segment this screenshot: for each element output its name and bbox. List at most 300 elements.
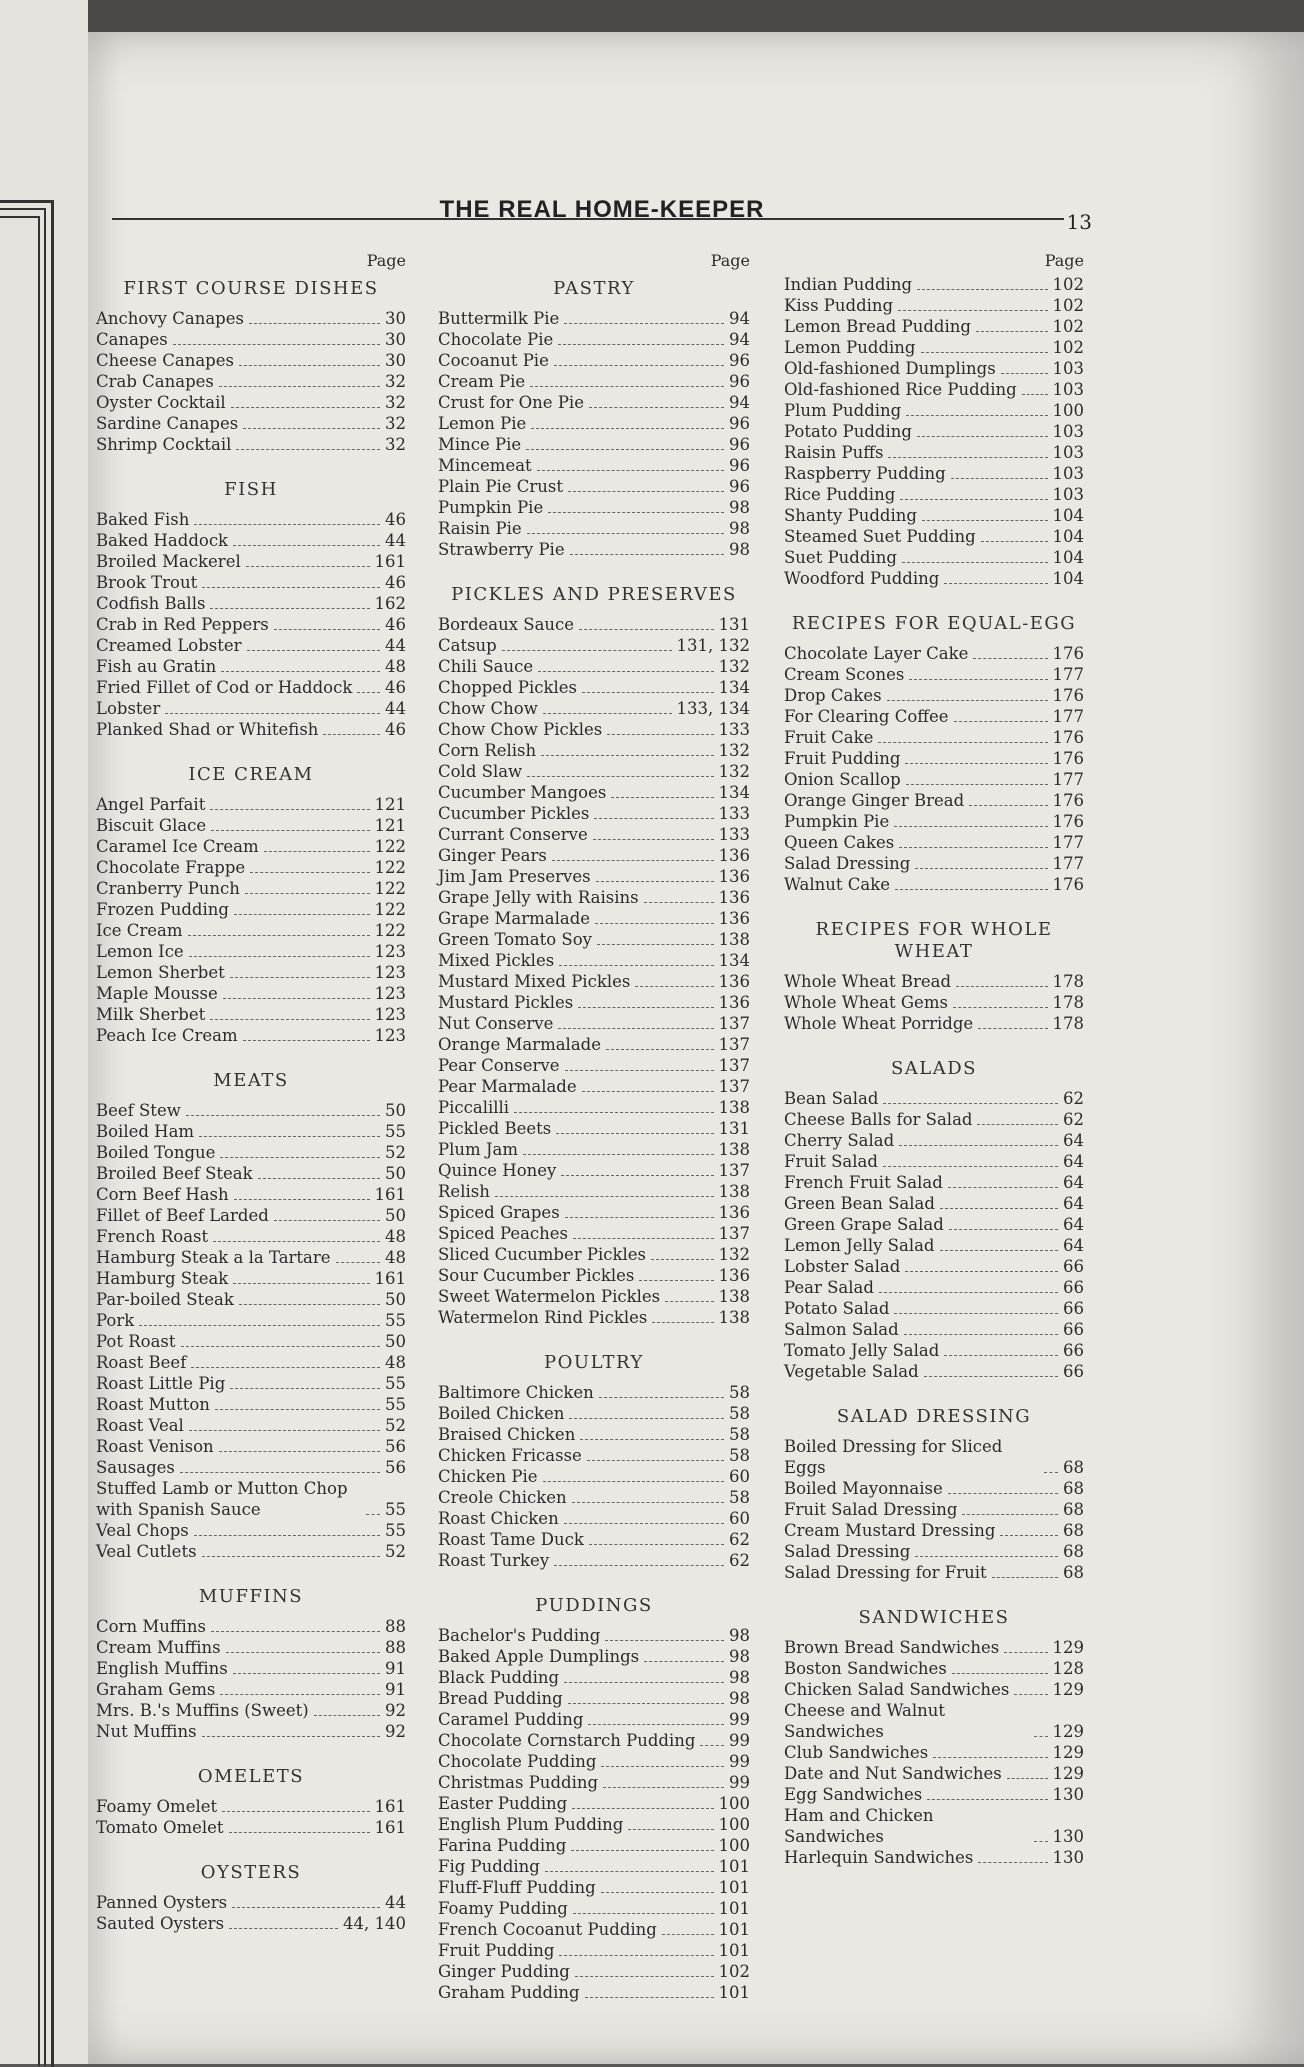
entry-name: Roast Mutton xyxy=(96,1395,210,1414)
entry-name: Veal Chops xyxy=(96,1521,189,1540)
entry-page: 100 xyxy=(718,1836,750,1855)
entry-name: Strawberry Pie xyxy=(438,540,565,559)
entry-page: 131, 132 xyxy=(676,636,750,655)
entry-name: English Muffins xyxy=(96,1659,228,1678)
entry-name: Cucumber Mangoes xyxy=(438,783,607,802)
index-entry xyxy=(438,518,750,539)
index-entry xyxy=(96,920,406,941)
entry-page: 102 xyxy=(1052,317,1084,336)
dot-leader xyxy=(189,956,370,957)
index-entry xyxy=(784,790,1084,811)
dot-leader xyxy=(1044,1472,1058,1473)
entry-name: Nut Conserve xyxy=(438,1014,554,1033)
index-entry xyxy=(96,1394,406,1415)
entry-name: Pear Marmalade xyxy=(438,1077,577,1096)
section-heading: MEATS xyxy=(213,1070,289,1091)
index-column-3 xyxy=(784,250,1084,1892)
index-entry xyxy=(96,1541,406,1562)
entry-name: Salmon Salad xyxy=(784,1320,899,1339)
dot-leader xyxy=(247,650,380,651)
index-entry xyxy=(438,1013,750,1034)
entry-page: 98 xyxy=(729,498,750,517)
index-entry xyxy=(784,274,1084,295)
entry-name: French Fruit Salad xyxy=(784,1173,943,1192)
dot-leader xyxy=(236,449,380,450)
dot-leader xyxy=(888,457,1047,458)
entry-page: 66 xyxy=(1063,1299,1084,1318)
entry-page: 177 xyxy=(1052,707,1084,726)
index-entry xyxy=(438,1919,750,1940)
dot-leader xyxy=(951,478,1048,479)
index-entry xyxy=(438,392,750,413)
entry-name: Chopped Pickles xyxy=(438,678,578,697)
entry-page: 96 xyxy=(729,351,750,370)
index-entry xyxy=(784,379,1084,400)
entry-name: Brook Trout xyxy=(96,573,198,592)
entry-name: Chili Sauce xyxy=(438,657,534,676)
entry-name: Onion Scallop xyxy=(784,770,901,789)
entry-name: Cheese Balls for Salad xyxy=(784,1110,973,1129)
dot-leader xyxy=(202,1736,380,1737)
dot-leader xyxy=(243,428,380,429)
dot-leader xyxy=(962,1514,1058,1515)
entry-name: Mustard Mixed Pickles xyxy=(438,972,631,991)
dot-leader xyxy=(589,1544,724,1545)
entry-page: 178 xyxy=(1052,1014,1084,1033)
entry-name: Pickled Beets xyxy=(438,1119,552,1138)
entry-name: Queen Cakes xyxy=(784,833,895,852)
index-entry xyxy=(438,1181,750,1202)
dot-leader xyxy=(564,1523,724,1524)
entry-name: Chocolate Cornstarch Pudding xyxy=(438,1731,696,1750)
index-entry xyxy=(96,878,406,899)
entry-page: 68 xyxy=(1063,1542,1084,1561)
entry-page: 56 xyxy=(385,1437,406,1456)
index-entry xyxy=(438,866,750,887)
index-entry xyxy=(784,1658,1084,1679)
index-entry xyxy=(96,794,406,815)
dot-leader xyxy=(1000,1535,1058,1536)
entry-page: 46 xyxy=(385,615,406,634)
entry-name: Nut Muffins xyxy=(96,1722,197,1741)
entry-page: 66 xyxy=(1063,1362,1084,1381)
dot-leader xyxy=(181,1346,380,1347)
entry-name: Green Tomato Soy xyxy=(438,930,592,949)
dot-leader xyxy=(527,776,713,777)
entry-name: Fig Pudding xyxy=(438,1857,540,1876)
entry-page: 68 xyxy=(1063,1563,1084,1582)
entry-page: 122 xyxy=(374,837,406,856)
entry-name: Chocolate Pudding xyxy=(438,1752,597,1771)
entry-name: Angel Parfait xyxy=(96,795,206,814)
index-entry xyxy=(96,857,406,878)
entry-name: Crust for One Pie xyxy=(438,393,584,412)
entry-page: 91 xyxy=(385,1659,406,1678)
entry-name: Easter Pudding xyxy=(438,1794,568,1813)
dot-leader xyxy=(644,902,714,903)
entry-name: Roast Chicken xyxy=(438,1509,559,1528)
entry-page: 123 xyxy=(374,963,406,982)
entry-page: 50 xyxy=(385,1101,406,1120)
entry-page: 137 xyxy=(718,1035,750,1054)
entry-name: Raisin Puffs xyxy=(784,443,884,462)
entry-page: 52 xyxy=(385,1143,406,1162)
entry-page: 104 xyxy=(1052,569,1084,588)
index-entry xyxy=(438,887,750,908)
entry-name: Fruit Cake xyxy=(784,728,874,747)
index-entry xyxy=(96,656,406,677)
entry-page: 58 xyxy=(729,1446,750,1465)
entry-page: 129 xyxy=(1052,1638,1084,1657)
entry-name: Stuffed Lamb or Mutton Chop with Spanish Sauce xyxy=(96,1479,348,1519)
index-entry xyxy=(438,1814,750,1835)
entry-page: 122 xyxy=(374,900,406,919)
dot-leader xyxy=(210,1019,369,1020)
entry-page: 44 xyxy=(385,636,406,655)
index-section xyxy=(438,1352,750,1571)
entry-page: 161 xyxy=(374,552,406,571)
index-entry xyxy=(784,832,1084,853)
index-entry xyxy=(96,1142,406,1163)
dot-leader xyxy=(952,1673,1048,1674)
entry-page: 138 xyxy=(718,1098,750,1117)
dot-leader xyxy=(603,1787,724,1788)
entry-name: Boiled Chicken xyxy=(438,1404,565,1423)
dot-leader xyxy=(588,1724,724,1725)
dot-leader xyxy=(575,1976,714,1977)
dot-leader xyxy=(543,1481,724,1482)
dot-leader xyxy=(572,1502,724,1503)
index-entry xyxy=(784,358,1084,379)
dot-leader xyxy=(357,692,380,693)
entry-page: 52 xyxy=(385,1542,406,1561)
entry-page: 123 xyxy=(374,1026,406,1045)
dot-leader xyxy=(211,1631,380,1632)
dot-leader xyxy=(593,839,714,840)
entry-name: Ginger Pears xyxy=(438,846,547,865)
index-entry xyxy=(438,497,750,518)
index-section xyxy=(784,1406,1084,1583)
dot-leader xyxy=(537,470,724,471)
entry-page: 98 xyxy=(729,1689,750,1708)
index-entry xyxy=(438,476,750,497)
entry-name: Grape Jelly with Raisins xyxy=(438,888,639,907)
index-entry xyxy=(96,1004,406,1025)
entry-name: Beef Stew xyxy=(96,1101,181,1120)
dot-leader xyxy=(230,977,370,978)
index-entry xyxy=(96,1268,406,1289)
index-entry xyxy=(784,1193,1084,1214)
index-entry xyxy=(784,643,1084,664)
index-entry xyxy=(438,1160,750,1181)
dot-leader xyxy=(527,533,724,534)
index-entry xyxy=(438,1508,750,1529)
entry-name: Lemon Pie xyxy=(438,414,527,433)
section-heading: PUDDINGS xyxy=(535,1595,653,1616)
entry-name: Hamburg Steak a la Tartare xyxy=(96,1248,331,1267)
dot-leader xyxy=(578,1007,713,1008)
dot-leader xyxy=(213,1241,380,1242)
dot-leader xyxy=(587,1460,724,1461)
index-entry xyxy=(438,455,750,476)
dot-leader xyxy=(899,847,1047,848)
index-section xyxy=(96,1586,406,1742)
dot-leader xyxy=(917,436,1048,437)
index-entry xyxy=(784,1151,1084,1172)
entry-name: Oyster Cocktail xyxy=(96,393,226,412)
entry-page: 58 xyxy=(729,1488,750,1507)
entry-page: 44 xyxy=(385,531,406,550)
dot-leader xyxy=(541,755,713,756)
index-entry xyxy=(438,371,750,392)
entry-name: Watermelon Rind Pickles xyxy=(438,1308,648,1327)
entry-page: 136 xyxy=(718,972,750,991)
dot-leader xyxy=(599,1397,724,1398)
entry-name: Potato Pudding xyxy=(784,422,912,441)
entry-name: Sour Cucumber Pickles xyxy=(438,1266,635,1285)
index-entry xyxy=(438,1487,750,1508)
dot-leader xyxy=(976,331,1048,332)
entry-page: 46 xyxy=(385,678,406,697)
index-entry xyxy=(96,434,406,455)
index-entry xyxy=(784,1700,1084,1742)
index-entry xyxy=(96,1457,406,1478)
section-heading: OYSTERS xyxy=(200,1862,302,1883)
entry-name: Baked Fish xyxy=(96,510,190,529)
dot-leader xyxy=(922,520,1048,521)
dot-leader xyxy=(233,1283,369,1284)
entry-name: Creamed Lobster xyxy=(96,636,242,655)
index-entry xyxy=(784,664,1084,685)
entry-name: Plum Pudding xyxy=(784,401,902,420)
entry-page: 137 xyxy=(718,1014,750,1033)
entry-name: Cherry Salad xyxy=(784,1131,895,1150)
entry-name: Date and Nut Sandwiches xyxy=(784,1764,1002,1783)
page-column-label: Page xyxy=(366,251,406,270)
index-entry xyxy=(784,874,1084,895)
entry-name: Sauted Oysters xyxy=(96,1914,225,1933)
page-column-label: Page xyxy=(710,251,750,270)
entry-name: Drop Cakes xyxy=(784,686,882,705)
index-entry xyxy=(96,1184,406,1205)
entry-page: 130 xyxy=(1052,1827,1084,1846)
entry-page: 50 xyxy=(385,1332,406,1351)
entry-page: 176 xyxy=(1052,644,1084,663)
dot-leader xyxy=(514,1112,713,1113)
dot-leader xyxy=(895,889,1048,890)
dot-leader xyxy=(1004,1652,1047,1653)
entry-page: 162 xyxy=(374,594,406,613)
index-entry xyxy=(438,1877,750,1898)
entry-name: Green Grape Salad xyxy=(784,1215,944,1234)
entry-name: Boiled Ham xyxy=(96,1122,195,1141)
index-entry xyxy=(784,1235,1084,1256)
dot-leader xyxy=(495,1196,714,1197)
index-entry xyxy=(96,1163,406,1184)
entry-name: Corn Beef Hash xyxy=(96,1185,229,1204)
dot-leader xyxy=(969,805,1047,806)
entry-page: 44 xyxy=(385,1893,406,1912)
entry-page: 129 xyxy=(1052,1764,1084,1783)
entry-name: Foamy Pudding xyxy=(438,1899,568,1918)
entry-name: Fruit Salad Dressing xyxy=(784,1500,958,1519)
dot-leader xyxy=(879,1292,1058,1293)
entry-name: Cucumber Pickles xyxy=(438,804,590,823)
index-section xyxy=(96,278,406,455)
index-entry xyxy=(438,1424,750,1445)
entry-name: Catsup xyxy=(438,636,497,655)
index-entry xyxy=(438,1139,750,1160)
index-entry xyxy=(784,1088,1084,1109)
entry-page: 138 xyxy=(718,1140,750,1159)
index-column-1 xyxy=(96,250,406,1958)
entry-name: Broiled Mackerel xyxy=(96,552,241,571)
dot-leader xyxy=(953,1007,1048,1008)
entry-name: English Plum Pudding xyxy=(438,1815,624,1834)
dot-leader xyxy=(605,1640,724,1641)
index-entry xyxy=(438,1982,750,2003)
dot-leader xyxy=(924,1376,1058,1377)
section-heading: SALAD DRESSING xyxy=(836,1406,1032,1427)
entry-name: Codfish Balls xyxy=(96,594,206,613)
entry-page: 30 xyxy=(385,309,406,328)
entry-page: 60 xyxy=(729,1467,750,1486)
entry-page: 136 xyxy=(718,888,750,907)
entry-name: Sweet Watermelon Pickles xyxy=(438,1287,661,1306)
index-entry xyxy=(438,1625,750,1646)
index-entry xyxy=(784,484,1084,505)
page-number: 13 xyxy=(1066,210,1092,234)
scan-top-edge xyxy=(0,0,1304,34)
index-entry xyxy=(96,392,406,413)
entry-page: 103 xyxy=(1052,464,1084,483)
entry-name: Pear Salad xyxy=(784,1278,874,1297)
entry-name: Chocolate Pie xyxy=(438,330,554,349)
dot-leader xyxy=(219,386,380,387)
entry-name: Fillet of Beef Larded xyxy=(96,1206,269,1225)
entry-name: Anchovy Canapes xyxy=(96,309,244,328)
entry-name: Plain Pie Crust xyxy=(438,477,563,496)
entry-page: 138 xyxy=(718,1182,750,1201)
dot-leader xyxy=(543,713,672,714)
entry-page: 130 xyxy=(1052,1848,1084,1867)
entry-name: Steamed Suet Pudding xyxy=(784,527,976,546)
entry-name: Chocolate Layer Cake xyxy=(784,644,969,663)
entry-name: Fried Fillet of Cod or Haddock xyxy=(96,678,353,697)
dot-leader xyxy=(264,851,370,852)
dot-leader xyxy=(570,554,724,555)
dot-leader xyxy=(165,713,380,714)
entry-page: 136 xyxy=(718,993,750,1012)
entry-page: 92 xyxy=(385,1722,406,1741)
entry-page: 137 xyxy=(718,1077,750,1096)
entry-name: Caramel Pudding xyxy=(438,1710,584,1729)
entry-page: 101 xyxy=(718,1941,750,1960)
entry-page: 103 xyxy=(1052,380,1084,399)
index-entry xyxy=(96,1331,406,1352)
entry-name: Roast Little Pig xyxy=(96,1374,226,1393)
index-entry xyxy=(96,413,406,434)
dot-leader xyxy=(202,1556,380,1557)
entry-name: Mincemeat xyxy=(438,456,532,475)
index-entry xyxy=(784,1805,1084,1847)
entry-page: 32 xyxy=(385,372,406,391)
entry-name: Cold Slaw xyxy=(438,762,523,781)
entry-page: 88 xyxy=(385,1638,406,1657)
entry-page: 98 xyxy=(729,540,750,559)
entry-name: Corn Relish xyxy=(438,741,537,760)
entry-name: Cream Mustard Dressing xyxy=(784,1521,996,1540)
entry-name: Chicken Fricasse xyxy=(438,1446,582,1465)
entry-page: 48 xyxy=(385,1227,406,1246)
index-entry xyxy=(96,1700,406,1721)
dot-leader xyxy=(601,1892,714,1893)
entry-name: Black Pudding xyxy=(438,1668,560,1687)
index-entry xyxy=(438,719,750,740)
index-entry xyxy=(784,526,1084,547)
index-entry xyxy=(438,1445,750,1466)
index-entry xyxy=(438,1076,750,1097)
entry-name: Sliced Cucumber Pickles xyxy=(438,1245,647,1264)
index-entry xyxy=(784,316,1084,337)
dot-leader xyxy=(526,449,724,450)
entry-name: Fluff-Fluff Pudding xyxy=(438,1878,596,1897)
entry-name: Roast Turkey xyxy=(438,1551,550,1570)
index-section xyxy=(96,1862,406,1934)
entry-page: 161 xyxy=(374,1269,406,1288)
dot-leader xyxy=(580,1439,724,1440)
entry-page: 132 xyxy=(718,741,750,760)
entry-page: 161 xyxy=(374,1818,406,1837)
entry-name: Chicken Salad Sandwiches xyxy=(784,1680,1010,1699)
entry-page: 136 xyxy=(718,1266,750,1285)
entry-page: 177 xyxy=(1052,665,1084,684)
dot-leader xyxy=(210,608,369,609)
index-entry xyxy=(96,962,406,983)
dot-leader xyxy=(894,1313,1058,1314)
dot-leader xyxy=(366,1514,380,1515)
entry-name: Fruit Pudding xyxy=(438,1941,555,1960)
index-entry xyxy=(784,463,1084,484)
entry-page: 94 xyxy=(729,309,750,328)
index-entry xyxy=(96,1616,406,1637)
index-entry xyxy=(438,1382,750,1403)
index-entry xyxy=(438,1529,750,1550)
entry-page: 131 xyxy=(718,615,750,634)
entry-name: Fruit Salad xyxy=(784,1152,878,1171)
entry-name: Ginger Pudding xyxy=(438,1962,570,1981)
index-entry xyxy=(96,350,406,371)
dot-leader xyxy=(652,1322,713,1323)
dot-leader xyxy=(186,1115,380,1116)
entry-name: Whole Wheat Bread xyxy=(784,972,952,991)
entry-name: Grape Marmalade xyxy=(438,909,591,928)
entry-page: 68 xyxy=(1063,1500,1084,1519)
section-heading: FISH xyxy=(224,479,278,500)
entry-name: Cranberry Punch xyxy=(96,879,240,898)
index-entry xyxy=(96,1679,406,1700)
entry-name: Chocolate Frappe xyxy=(96,858,246,877)
dot-leader xyxy=(230,1388,380,1389)
index-entry xyxy=(438,1730,750,1751)
section-heading: PASTRY xyxy=(553,278,635,299)
section-heading: RECIPES FOR EQUAL-EGG xyxy=(791,613,1077,634)
entry-name: Ham and Chicken Sandwiches xyxy=(784,1806,934,1846)
entry-page: 64 xyxy=(1063,1215,1084,1234)
entry-name: Cheese Canapes xyxy=(96,351,234,370)
index-entry xyxy=(784,1520,1084,1541)
dot-leader xyxy=(582,692,713,693)
